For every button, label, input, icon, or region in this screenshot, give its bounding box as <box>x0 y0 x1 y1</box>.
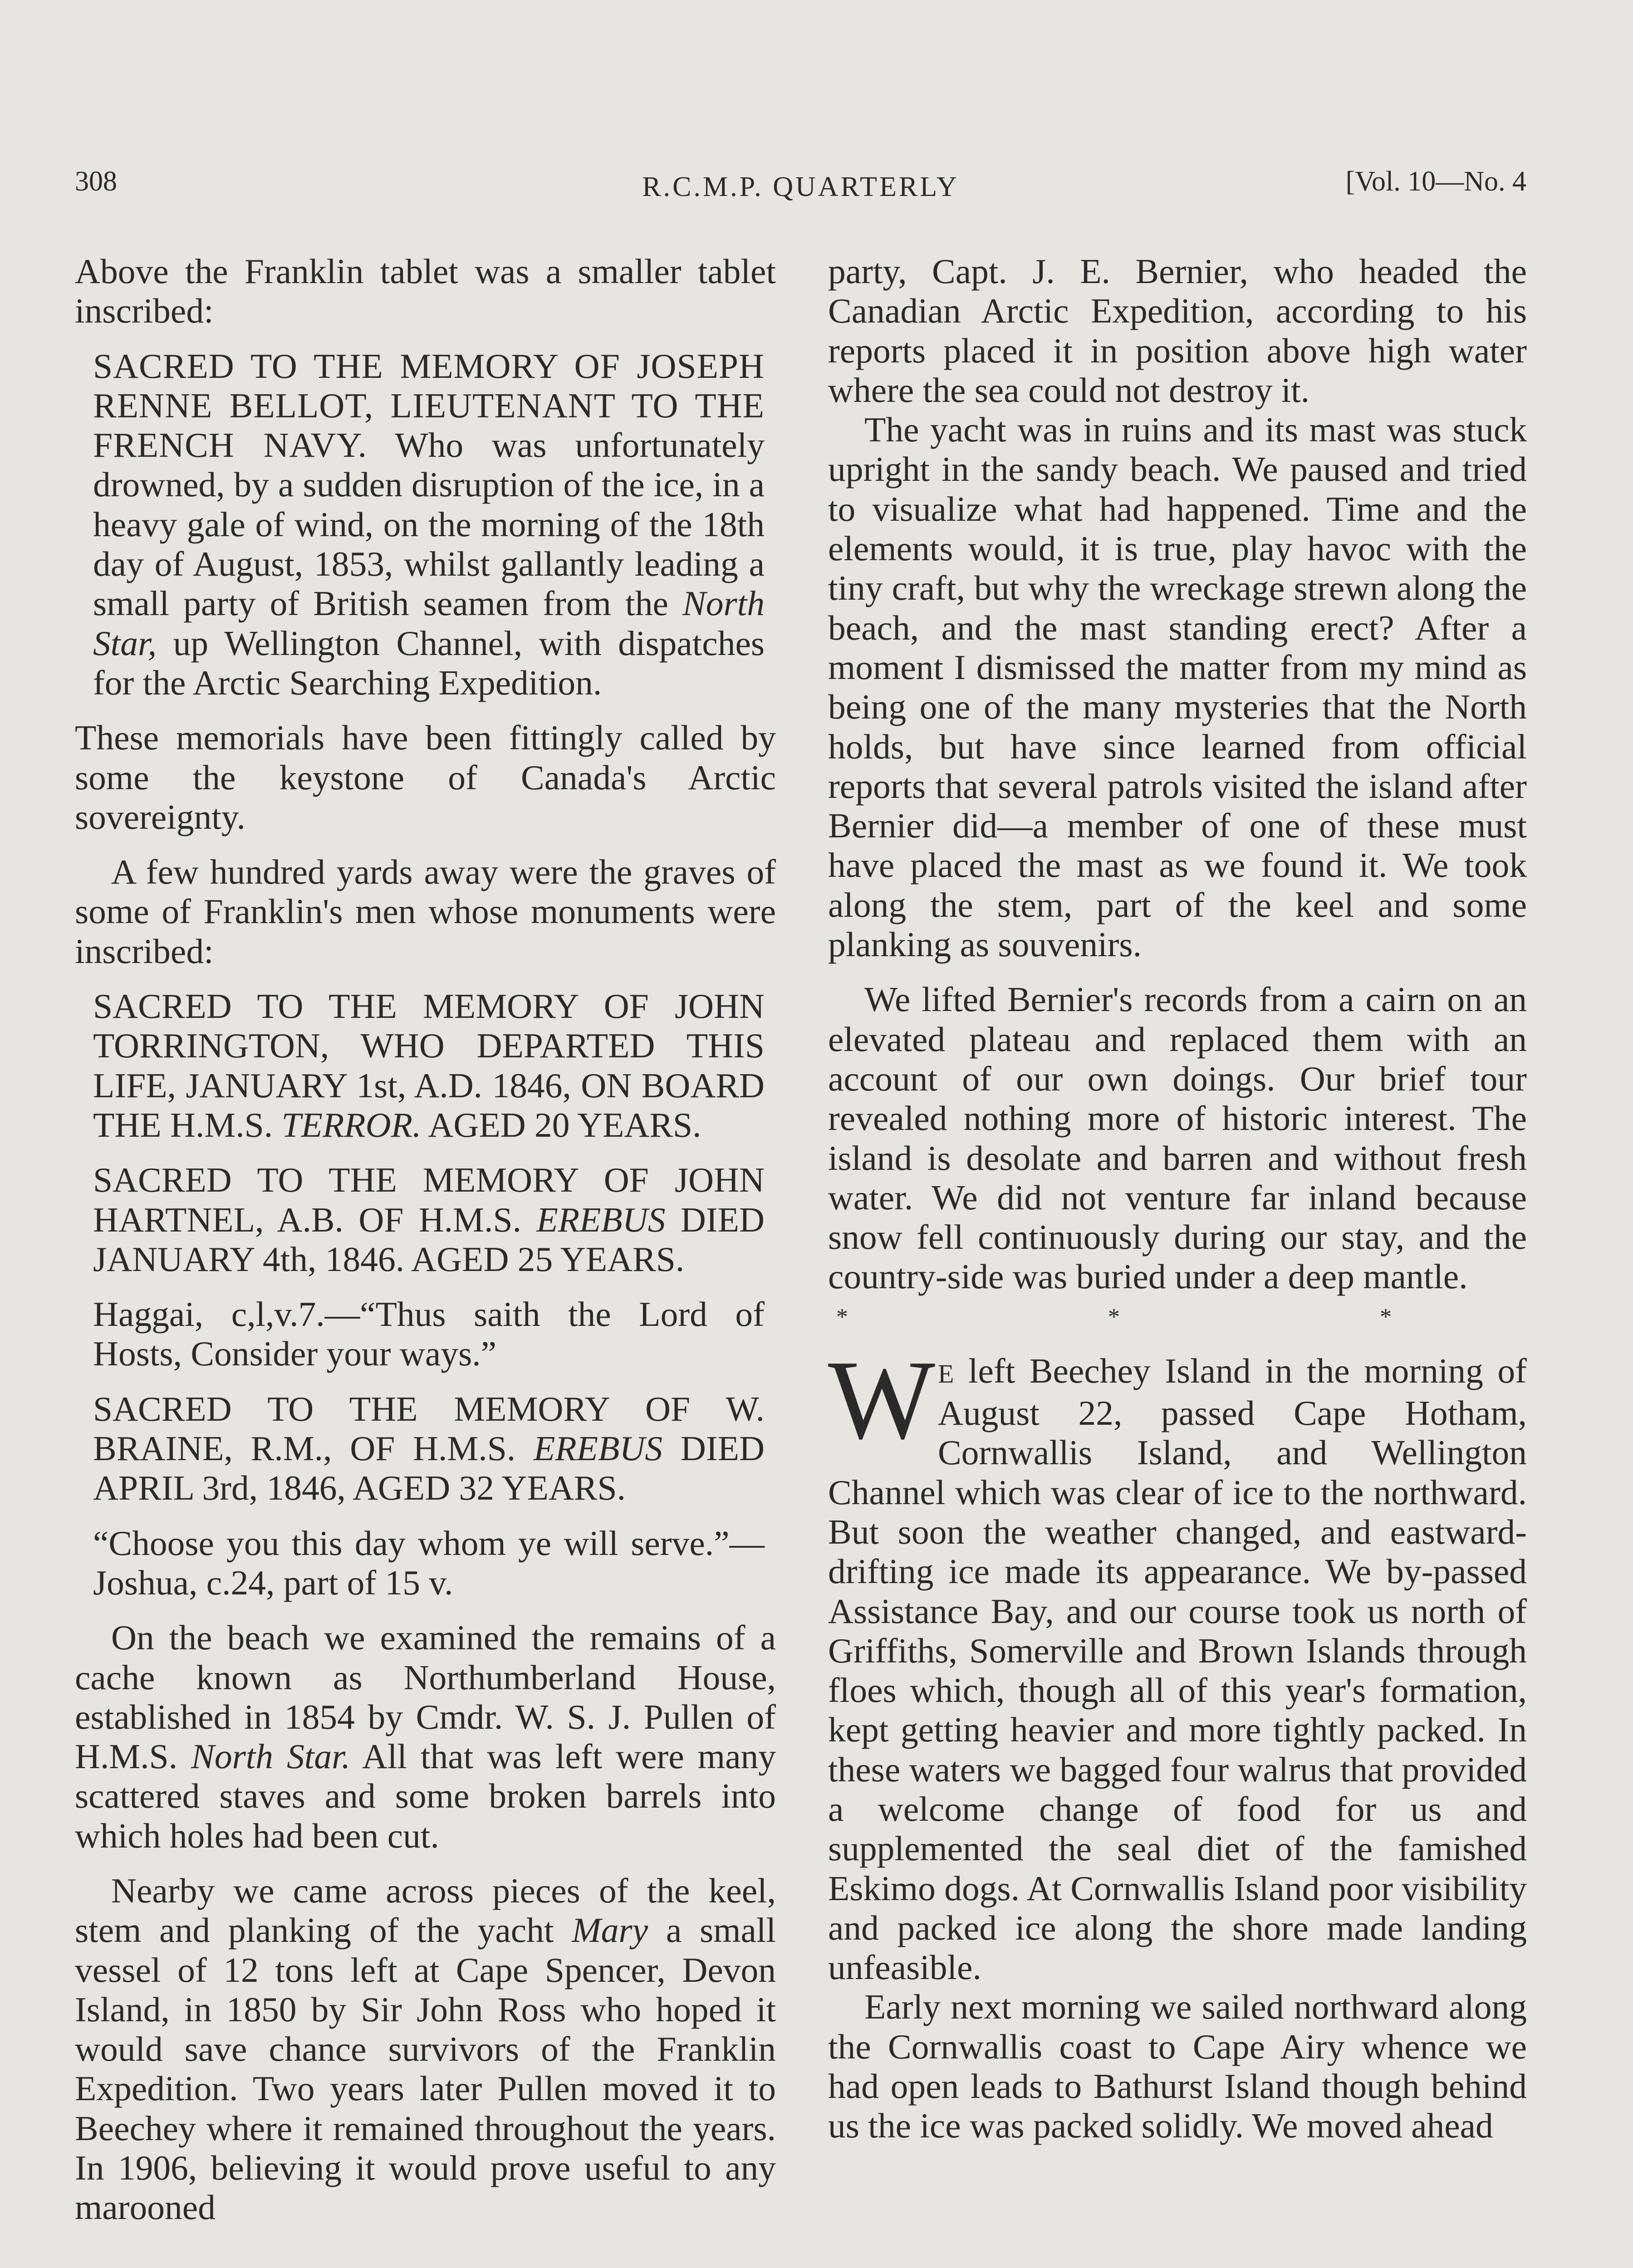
paragraph: The yacht was in ruins and its mast was stuck upright in the sandy beach. We paused and tried to visualize what had happened. Time and the elements would, it is true, play havoc with the tiny craft, but why the wreckage strewn along the beach, and the mast standing erect? After a moment I dismissed the matter from my mind as being one of the many mysteries that the North holds, but have since learned from official reports that several patrols visited the island after Bernier did—a member of one of these must have placed the mast as we found it. We took along the stem, part of the keel and some planking as souvenirs. <box>828 410 1527 964</box>
paragraph: A few hundred yards away were the graves of some of Franklin's men whose monuments were inscribed: <box>75 852 776 971</box>
inscription-text: AGED 20 YEARS. <box>421 1105 701 1144</box>
ship-name: EREBUS <box>536 1200 666 1239</box>
joshua-quote: “Choose you this day whom ye will serve.”—Joshua, c.24, part of 15 v. <box>93 1523 765 1602</box>
inscription-text: SACRED TO THE MEMORY OF JOHN TORRINGTON, WHO DEPARTED THIS LIFE, JANUARY 1st, A.D. 1846, ON BOARD THE H.M.S. <box>93 987 765 1144</box>
page-header <box>75 166 1526 211</box>
paragraph-text: All that was left were many scattered staves and some broken barrels into which holes had been cut. <box>75 1737 776 1855</box>
paragraph <box>75 1871 776 2228</box>
paragraph-text: left Beechey Island in the morning of August 22, passed Cape Hotham, Cornwallis Island, and Wellington Channel which was clear of ice to the northward. But soon the weather changed, and eastward-drifting ice made its appearance. We by-passed Assistance Bay, and our course took us north of Griffiths, Somerville and Brown Islands through floes which, though all of this year's formation, kept getting heavier and more tightly packed. In these waters we bagged four walrus that provided a welcome change of food for us and supplemented the seal diet of the famished Eskimo dogs. At Cornwallis Island poor visibility and packed ice along the shore made landing unfeasible. <box>828 1351 1527 1987</box>
haggai-quote: Haggai, c,l,v.7.—“Thus saith the Lord of Hosts, Consider your ways.” <box>93 1295 765 1374</box>
ship-name: EREBUS <box>534 1429 663 1468</box>
paragraph-text: Nearby we came across pieces of the keel, stem and planking of the yacht <box>75 1871 776 1950</box>
paragraph <box>828 1337 1527 1988</box>
paragraph-text: On the beach we examined the remains of a cache known as Northumberland House, established in 1854 by Cmdr. W. S. J. Pullen of H.M.S. <box>75 1618 776 1776</box>
inscription-text: DIED JANUARY 4th, 1846. AGED 25 YEARS. <box>93 1200 765 1279</box>
paragraph <box>75 1618 776 1856</box>
drop-cap: W <box>828 1337 932 1463</box>
paragraph: Above the Franklin tablet was a smaller tablet inscribed: <box>75 252 776 331</box>
inscription-text: DIED APRIL 3rd, 1846, AGED 32 YEARS. <box>93 1429 765 1508</box>
paragraph: party, Capt. J. E. Bernier, who headed the Canadian Arctic Expedition, according to his reports placed it in position above high water where the sea could not destroy it. <box>828 252 1527 410</box>
section-break: * * * <box>836 1304 1519 1330</box>
braine-inscription <box>75 1389 776 1508</box>
journal-title: R.C.M.P. QUARTERLY <box>642 171 959 202</box>
small-cap: E <box>937 1359 954 1388</box>
paragraph-text: a small vessel of 12 tons left at Cape Spencer, Devon Island, in 1850 by Sir John Ross who hoped it would save chance survivors of the Franklin Expedition. Two years later Pullen moved it to Beechey where it remained throughout the years. In 1906, believing it would prove useful to any marooned <box>75 1911 776 2227</box>
inscription-text: SACRED TO THE MEMORY OF JOHN HARTNEL, A.B. OF H.M.S. <box>93 1160 765 1239</box>
ship-name: North Star, <box>93 584 765 663</box>
inscription-text: SACRED TO THE MEMORY OF W. BRAINE, R.M., OF H.M.S. <box>93 1389 765 1468</box>
bellot-inscription <box>75 347 776 703</box>
inscription-text: up Wellington Channel, with dispatches for the Arctic Searching Expedition. <box>93 623 765 702</box>
left-column <box>75 252 776 2228</box>
inscription-text: Who was unfortunately drowned, by a sudden disruption of the ice, in a heavy gale of wind, on the morning of the 18th day of August, 1853, whilst gallantly leading a small party of British seamen from the <box>93 425 765 623</box>
page-number: 308 <box>75 166 117 197</box>
hartnel-inscription <box>75 1160 776 1279</box>
paragraph: Early next morning we sailed northward along the Cornwallis coast to Cape Airy whence we had open leads to Bathurst Island though behind us the ice was packed solidly. We moved ahead <box>828 1987 1527 2146</box>
volume-info: [Vol. 10—No. 4 <box>1345 166 1526 197</box>
ship-name: Mary <box>572 1911 648 1950</box>
inscription-heading: SACRED TO THE MEMORY OF JOSEPH RENNE BELLOT, LIEUTENANT TO THE FRENCH NAVY. <box>93 346 765 465</box>
paragraph: We lifted Bernier's records from a cairn on an elevated plateau and replaced them with an account of our own doings. Our brief tour revealed nothing more of historic interest. The island is desolate and barren and without fresh water. We did not venture far inland because snow fell continuously during our stay, and the country-side was buried under a deep mantle. <box>828 980 1527 1296</box>
torrington-inscription <box>75 987 776 1145</box>
right-column <box>828 252 1527 2146</box>
ship-name: North Star. <box>191 1737 351 1776</box>
paragraph: These memorials have been fittingly called by some the keystone of Canada's Arctic sovereignty. <box>75 718 776 836</box>
ship-name: TERROR. <box>281 1105 422 1144</box>
